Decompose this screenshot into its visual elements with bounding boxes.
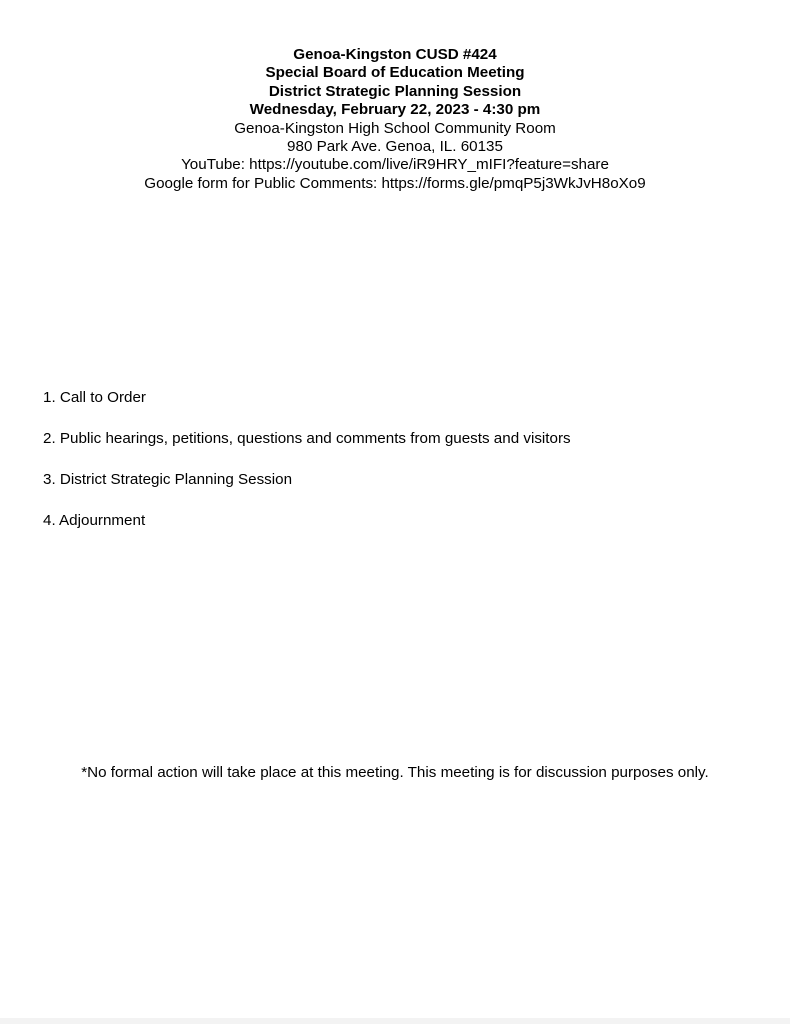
agenda-item-adjournment: 4. Adjournment bbox=[43, 512, 146, 529]
agenda-item-public-hearings: 2. Public hearings, petitions, questions and comments from guests and visitors bbox=[43, 430, 571, 447]
page-bottom-edge bbox=[0, 1018, 790, 1024]
meeting-type: Special Board of Education Meeting bbox=[265, 64, 525, 82]
agenda-item-strategic-planning: 3. District Strategic Planning Session bbox=[43, 471, 293, 488]
session-title: District Strategic Planning Session bbox=[268, 82, 522, 100]
meeting-date-time: Wednesday, February 22, 2023 - 4:30 pm bbox=[249, 101, 541, 119]
district-name: Genoa-Kingston CUSD #424 bbox=[293, 46, 497, 63]
agenda-item-call-to-order: 1. Call to Order bbox=[43, 389, 146, 406]
document-header bbox=[0, 46, 790, 193]
footnote: *No formal action will take place at this meeting. This meeting is for discussion purposes only. bbox=[81, 764, 709, 781]
meeting-address: 980 Park Ave. Genoa, IL. 60135 bbox=[287, 138, 503, 156]
public-comments-link[interactable]: Google form for Public Comments: https://forms.gle/pmqP5j3WkJvH8oXo9 bbox=[144, 174, 646, 192]
meeting-location: Genoa-Kingston High School Community Room bbox=[234, 119, 556, 137]
youtube-link[interactable]: YouTube: https://youtube.com/live/iR9HRY_mIFI?feature=share bbox=[181, 156, 609, 174]
agenda-list bbox=[43, 389, 571, 553]
